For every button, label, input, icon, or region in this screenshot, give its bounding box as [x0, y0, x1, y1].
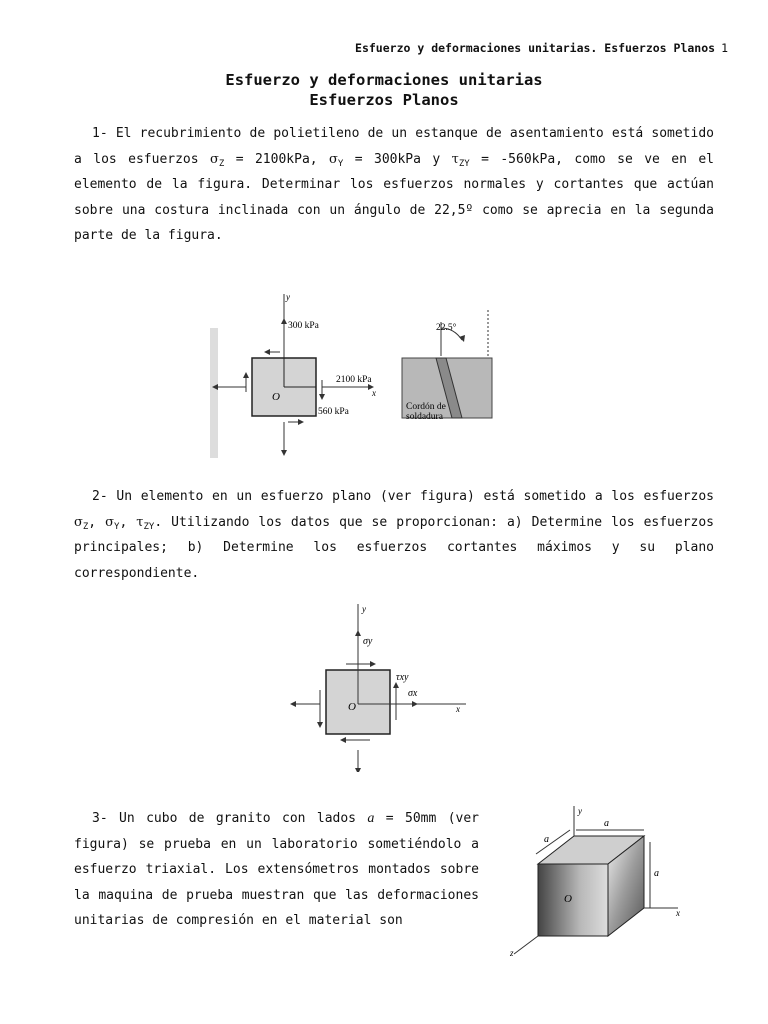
problem-1-text: 1- El recubrimiento de polietileno de un estanque de asentamiento está sometido a los esfuerzos $\sigma_Z = 2100kPa$, $\sigma_Y = 300kPa$ y $\tau_{ZY} = -560kPa$, como se ve en el elemento de la figura. Determinar los esfuerzos normales y cortantes que actúan sobre una costura inclinada con un ángulo de 22,5º como se aprecia en la segunda parte de la figura. — [74, 126, 715, 243]
fig3-a-diag: a — [544, 834, 549, 845]
running-header — [355, 41, 728, 55]
fig2-sigma-x-label: σx — [408, 688, 418, 699]
figure-2 — [286, 600, 480, 776]
problem-2-text: 2- Un elemento en un esfuerzo plano (ver figura) está sometido a los esfuerzos $\sigma_Z$, $\sigma_Y$, $\tau_{ZY}$. Utilizando los datos que se proporcionan: a) Determine los esfuerzos principales; b) Determine los esfuerzos cortantes máximos y su plano correspondiente. — [74, 489, 715, 581]
fig3-y-label: y — [578, 806, 582, 816]
fig1-angle-label: 22.5° — [436, 323, 457, 333]
fig1-seam-label-1: Cordón de — [406, 402, 446, 412]
fig1-y-label: y — [286, 292, 290, 302]
fig3-a-side: a — [654, 868, 659, 879]
fig2-tau-label: τxy — [396, 672, 409, 683]
fig3-x-label: x — [676, 908, 680, 918]
fig1-x-label: x — [372, 388, 376, 398]
figure-1 — [210, 288, 510, 464]
fig2-sigma-y-label: σy — [363, 636, 373, 647]
fig2-origin-label: O — [348, 701, 356, 713]
title-line-2: Esfuerzos Planos — [309, 91, 459, 109]
document-title — [0, 70, 768, 110]
page-number: 1 — [721, 41, 728, 55]
fig1-sigma-x-label: 2100 kPa — [336, 375, 372, 385]
title-line-1: Esfuerzo y deformaciones unitarias — [225, 71, 543, 89]
fig1-origin-label: O — [272, 391, 280, 403]
fig2-x-label: x — [456, 704, 460, 714]
problem-3-text: 3- Un cubo de granito con lados a = 50mm (ver figura) se prueba en un laboratorio sometiéndolo a esfuerzo triaxial. Los extensómetros montados sobre la maquina de prueba muestran que las deformaciones unitarias de compresión en el material son — [74, 811, 479, 928]
fig3-z-label: z — [510, 948, 514, 958]
figure-3 — [508, 802, 698, 964]
fig1-tau-label: 560 kPa — [318, 407, 349, 417]
fig2-y-label: y — [362, 604, 366, 614]
fig3-origin-label: O — [564, 893, 572, 905]
fig3-a-top: a — [604, 818, 609, 829]
fig1-seam-label-2: soldadura — [406, 412, 443, 422]
fig1-sigma-y-label: 300 kPa — [288, 321, 319, 331]
running-title: Esfuerzo y deformaciones unitarias. Esfuerzos Planos — [355, 41, 716, 55]
